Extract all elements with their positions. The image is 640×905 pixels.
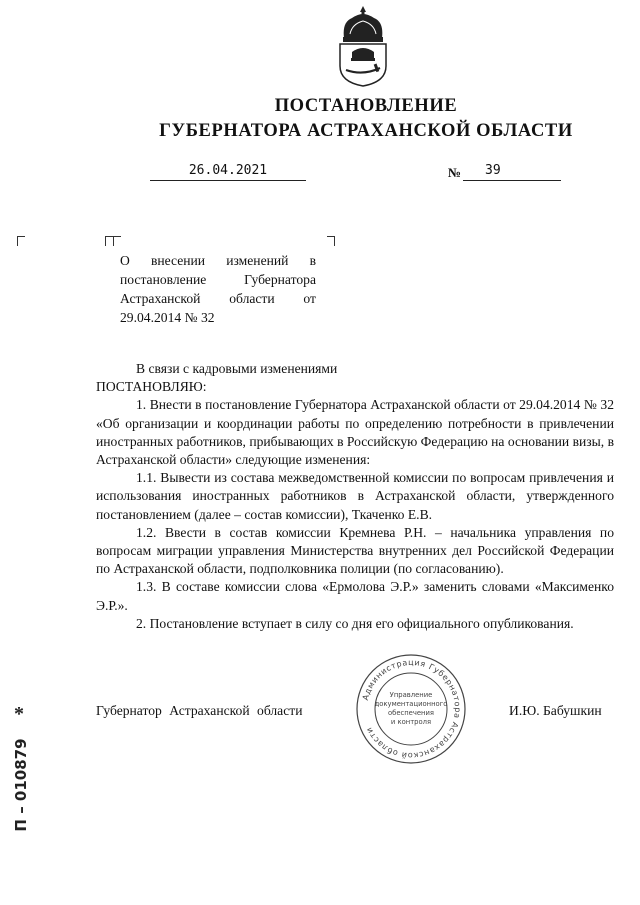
corner-mark-subject-right [327,236,335,246]
side-registration-code [6,730,46,840]
document-title: ПОСТАНОВЛЕНИЕ [274,96,458,116]
document-issuer: ГУБЕРНАТОРА АСТРАХАНСКОЙ ОБЛАСТИ [159,121,573,141]
svg-text:обеспечения: обеспечения [387,709,435,717]
paragraph-1-2: 1.2. Ввести в состав комиссии Кремнева Р.Н. – начальника управления по вопросам миграции управления Министерства внутренних дел Российской Федерации по Астраханской области, подполковника полиции (по согласованию). [96,524,614,577]
corner-mark-subject-left [105,236,113,246]
intro-paragraph: В связи с кадровыми изменениями [136,361,338,376]
svg-text:и контроля: и контроля [390,718,432,726]
document-subject: О внесении изменений в постановление Губернатора Астраханской области от 29.04.2014 № 32 [120,253,316,325]
svg-text:Управление: Управление [389,691,433,699]
document-date: 26.04.2021 [150,163,306,181]
document-number: 39 [463,163,561,181]
paragraph-1-3: 1.3. В составе комиссии слова «Ермолова Э.Р.» заменить словами «Максименко Э.Р.». [96,579,614,613]
corner-mark-left [17,236,25,246]
signatory-name: И.Ю. Бабушкин [509,703,602,718]
svg-text:документационного: документационного [374,700,448,708]
number-sign: № [448,165,462,180]
side-mark: * [14,703,24,725]
paragraph-1: 1. Внести в постановление Губернатора Астраханской области от 29.04.2014 № 32 «Об организации и координации работы по определению потребности в привлечении иностранных работников, прибывающих в Российскую Федерацию на основании визы, в Астраханской области» следующие изменения: [96,397,614,468]
paragraph-2: 2. Постановление вступает в силу со дня его официального опубликования. [136,615,574,631]
official-stamp [355,653,467,765]
resolve-word: ПОСТАНОВЛЯЮ: [96,379,207,395]
svg-text:Администрация Губернатора Астр: Администрация Губернатора Астраханской области [360,657,463,761]
signatory-role: Губернатор Астраханской области [96,703,303,718]
side-code-text: П – 010879 [12,738,30,832]
corner-mark-subject-left-2 [113,236,121,246]
paragraph-1-1: 1.1. Вывести из состава межведомственной комиссии по вопросам привлечения и использования иностранных работников в Астраханской области, утвержденного постановлением (далее – состав комиссии), Ткаченко Е.В. [96,470,614,522]
coat-of-arms-emblem [330,4,396,88]
document-body [96,360,614,633]
